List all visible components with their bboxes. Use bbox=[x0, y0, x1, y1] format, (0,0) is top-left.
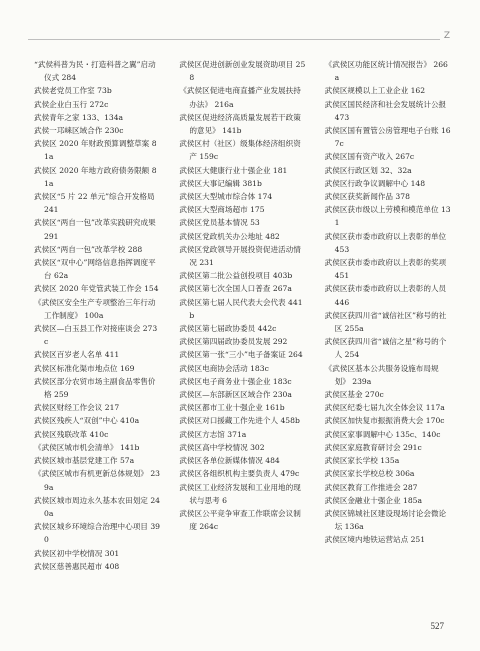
index-entry: 武侯区行政区划 32、32a bbox=[324, 165, 412, 175]
index-entry: 武侯区规模以上工业企业 162 bbox=[324, 86, 426, 96]
index-entry: 武侯区标准化渠市地点位 169 bbox=[34, 363, 135, 373]
index-entry: 武侯区国民经济和社会发展统计公报 473 bbox=[324, 99, 447, 122]
index-entry: 武侯区公平竞争审查工作联席会议制度 264c bbox=[179, 508, 301, 532]
index-entry: 武侯区纪委七届九次全体会议 117a bbox=[324, 403, 445, 413]
index-entry: 武侯青年之家 133、134a bbox=[34, 112, 124, 122]
index-entry: 武侯企业白玉行 272c bbox=[34, 99, 109, 109]
index-entry: 武侯区获四川省“诚信之星”称号的个人 254 bbox=[324, 337, 447, 360]
index-entry: 武侯区获奖新闻作品 378 bbox=[324, 192, 410, 202]
index-entry: 武侯区初中学校情况 301 bbox=[34, 548, 120, 558]
index-entry: 武侯区 2020 年地方政府债务限额 81a bbox=[34, 165, 157, 188]
index-entry: 武侯区获市委市政府以上表彰的奖项 451 bbox=[324, 258, 447, 281]
index-entry: 武侯区电子商务业十强企业 183c bbox=[179, 376, 292, 386]
index-entry: 武侯区城市基层党建工作 57a bbox=[34, 456, 135, 466]
index-entry: 《武侯区城市机会清单》 141b bbox=[34, 442, 140, 452]
index-entry: 武侯区第一张“三小”电子备案证 264 bbox=[179, 350, 303, 360]
index-entry: 武侯区大型城市综合体 174 bbox=[179, 192, 273, 202]
index-entry: “武侯科普为民・打造科普之翼”启动仪式 284 bbox=[34, 60, 156, 83]
index-entry: 武侯区党员基本情况 53 bbox=[179, 218, 260, 228]
index-entry: 武侯区第二批公益创投项目 403b bbox=[179, 271, 293, 281]
index-entry: 武侯区 2020 年党管武装工作会 154 bbox=[34, 284, 159, 294]
index-entry: 《武侯区安全生产专项整治三年行动工作制度》 100a bbox=[34, 297, 156, 320]
index-entry: 武侯区促进创新创业发展资助项目 258 bbox=[179, 60, 306, 83]
index-entry: 武侯区高中学校情况 302 bbox=[179, 442, 265, 452]
index-entry: 《武侯区城市有机更新总体规划》 239a bbox=[34, 469, 160, 492]
index-entry: 武侯区行政争议调解中心 148 bbox=[324, 178, 426, 188]
index-entry: 武侯区金融业十强企业 185a bbox=[324, 495, 423, 505]
index-entry: 武侯区“5 片 22 单元”综合开发格局 241 bbox=[34, 192, 155, 215]
index-entry: 武侯区第七届人民代表大会代表 441b bbox=[179, 297, 303, 320]
index-entry: 武侯区大健康行业十强企业 181 bbox=[179, 165, 288, 175]
index-entry: 《武侯区促进电商直播产业发展扶持办法》 216a bbox=[179, 86, 301, 109]
index-entry: 武侯区家长学校总校 306a bbox=[324, 469, 415, 479]
index-entry: 武侯区各单位新媒体情况 484 bbox=[179, 456, 280, 466]
index-entry: 武侯区工业经济发展和工业用地的现状与思考 6 bbox=[179, 482, 301, 505]
index-entry: 武侯区家事调解中心 135c、140c bbox=[324, 429, 441, 439]
index-entry: 武侯区获四川省“诚信社区”称号的社区 255a bbox=[324, 310, 447, 334]
index-entry: 武侯区第四届政协委员发展 292 bbox=[179, 337, 288, 347]
index-entry: 武侯区国有置管公房管理电子台账 167c bbox=[324, 126, 451, 149]
index-entry: 武侯区大事记编辑 381b bbox=[179, 178, 262, 188]
index-entry: 武侯区“双中心”网络信息指挥调度平台 62a bbox=[34, 258, 156, 281]
index-entry: 武侯区残疾人“双创”中心 410a bbox=[34, 416, 140, 426]
index-column-2 bbox=[179, 58, 306, 573]
index-entry: 武侯区教育工作推进会 287 bbox=[324, 482, 418, 492]
index-entry: 武侯区电商协会活动 183c bbox=[179, 363, 269, 373]
index-entry: 武侯区家长学校 135a bbox=[324, 456, 400, 466]
index-column-1 bbox=[34, 58, 161, 573]
index-entry: 武侯区促进经济高质量发展若干政策的意见》 141b bbox=[179, 112, 301, 136]
index-entry: 武侯区百岁老人名单 411 bbox=[34, 350, 120, 360]
index-entry: 武侯区“两自一包”改革实践研究成果 291 bbox=[34, 218, 156, 241]
index-entry: 武侯区对口援藏工作先进个人 458b bbox=[179, 416, 300, 426]
index-entry: 武侯区财经工作会议 217 bbox=[34, 403, 120, 413]
page-number: 527 bbox=[430, 621, 444, 631]
header-mark: Z bbox=[443, 31, 450, 41]
index-entry: 武侯一邛崃区域合作 230c bbox=[34, 126, 124, 136]
index-entry: 武侯区—东部新区区域合作 230a bbox=[179, 390, 292, 400]
index-entry: 武侯区获市委市政府以上表彰的单位 453 bbox=[324, 231, 447, 254]
index-entry: 武侯区 2020 年财政预算调整草案 81a bbox=[34, 139, 157, 162]
index-columns bbox=[34, 58, 452, 573]
index-entry: 武侯区第七届政协委员 442c bbox=[179, 324, 277, 334]
header-rule bbox=[28, 39, 440, 40]
index-entry: 武侯区村（社区）级集体经济组织资产 159c bbox=[179, 139, 301, 162]
index-entry: 武侯区基金 270c bbox=[324, 390, 384, 400]
index-entry: 武侯区部分农贸市场主副食品零售价格 259 bbox=[34, 376, 156, 400]
index-entry: 武侯区—白玉县工作对接座谈会 273c bbox=[34, 324, 158, 347]
index-entry: 武侯区国有资产收入 267c bbox=[324, 152, 415, 162]
index-entry: 武侯区党政领导开展投资促进活动情况 231 bbox=[179, 244, 301, 268]
index-entry: 武侯区都市工业十强企业 161b bbox=[179, 403, 285, 413]
index-entry: 武侯老党员工作室 73b bbox=[34, 86, 112, 96]
index-entry: 武侯区第七次全国人口普查 267a bbox=[179, 284, 292, 294]
index-entry: 武侯区获市级以上劳模和模范单位 131 bbox=[324, 205, 451, 228]
index-column-3 bbox=[325, 58, 452, 573]
index-entry: 武侯区各组织机构主要负责人 479c bbox=[179, 469, 300, 479]
index-entry: 武侯区慈善惠民超市 408 bbox=[34, 561, 120, 571]
index-entry: 武侯区锦城社区建设现场讨论会微论坛 136a bbox=[324, 508, 447, 532]
index-entry: 武侯区家庭教育研讨会 291c bbox=[324, 442, 422, 452]
index-entry: 武侯区获市委市政府以上表彰的人员 446 bbox=[324, 284, 447, 307]
index-entry: 武侯区方志馆 371a bbox=[179, 429, 247, 439]
index-entry: 武侯区残联改革 410c bbox=[34, 429, 109, 439]
index-entry: 武侯区“两自一包”改革学校 288 bbox=[34, 244, 143, 254]
index-entry: 武侯区城乡环境综合治理中心项目 390 bbox=[34, 522, 160, 545]
index-entry: 《武侯区功能区统计情况报告》 266a bbox=[324, 60, 448, 83]
index-entry: 《武侯区基本公共服务设施布局规划》 239a bbox=[324, 363, 439, 386]
index-entry: 武侯区加快复市振振消费大会 170c bbox=[324, 416, 445, 426]
index-entry: 武侯区境内地铁运营站点 251 bbox=[324, 535, 426, 545]
index-entry: 武侯区城市周边永久基本农田划定 240a bbox=[34, 495, 160, 518]
index-entry: 武侯区大型商场超市 175 bbox=[179, 205, 265, 215]
index-entry: 武侯区党政机关办公地址 482 bbox=[179, 231, 280, 241]
